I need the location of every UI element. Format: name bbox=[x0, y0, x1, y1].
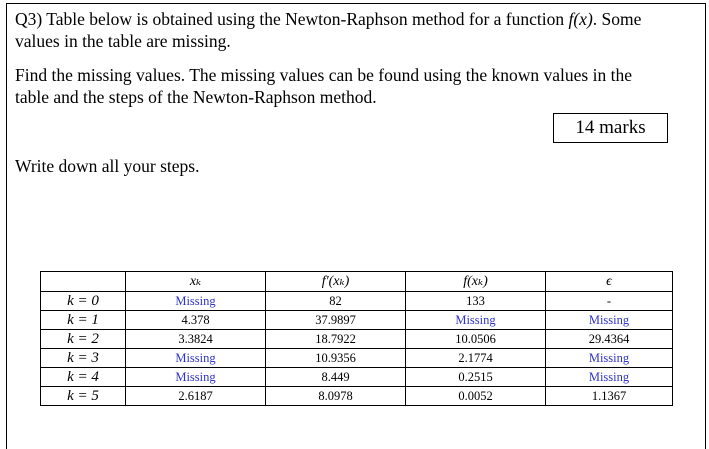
table-row bbox=[41, 311, 673, 330]
column-header-label: xₖ bbox=[189, 274, 202, 289]
row-label: k = 3 bbox=[41, 349, 126, 368]
row-label: k = 5 bbox=[41, 387, 126, 406]
table-row bbox=[41, 387, 673, 406]
column-header bbox=[41, 272, 126, 292]
table-cell: - bbox=[546, 292, 673, 311]
table-cell: 1.1367 bbox=[546, 387, 673, 406]
column-header bbox=[126, 272, 266, 292]
column-header-label: ϵ bbox=[606, 274, 612, 289]
table-cell: Missing bbox=[546, 349, 673, 368]
column-header-label: f(xₖ) bbox=[463, 274, 488, 289]
table-header-row bbox=[41, 272, 673, 292]
table-cell: 10.0506 bbox=[406, 330, 546, 349]
table-cell: 10.9356 bbox=[266, 349, 406, 368]
table-cell: Missing bbox=[406, 311, 546, 330]
table-cell: Missing bbox=[546, 368, 673, 387]
question-line3: Find the missing values. The missing values can be found using the known values in the bbox=[15, 65, 632, 85]
table-cell: 3.3824 bbox=[126, 330, 266, 349]
table-cell: 0.2515 bbox=[406, 368, 546, 387]
table-cell: Missing bbox=[126, 368, 266, 387]
newton-raphson-table bbox=[40, 271, 673, 406]
table-row bbox=[41, 349, 673, 368]
table-cell: Missing bbox=[546, 311, 673, 330]
question-line4: table and the steps of the Newton-Raphson method. bbox=[15, 87, 377, 107]
table-row bbox=[41, 330, 673, 349]
function-symbol: f(x) bbox=[568, 9, 593, 29]
question-task bbox=[15, 64, 632, 108]
table-cell: 4.378 bbox=[126, 311, 266, 330]
table-cell: 133 bbox=[406, 292, 546, 311]
question-line2: values in the table are missing. bbox=[15, 31, 231, 51]
question-line1-pre: Q3) Table below is obtained using the Newton-Raphson method for a function bbox=[15, 9, 569, 29]
row-label: k = 1 bbox=[41, 311, 126, 330]
table-cell: 2.6187 bbox=[126, 387, 266, 406]
table-row bbox=[41, 368, 673, 387]
table-cell: 82 bbox=[266, 292, 406, 311]
row-label: k = 2 bbox=[41, 330, 126, 349]
table-cell: Missing bbox=[126, 349, 266, 368]
row-label: k = 4 bbox=[41, 368, 126, 387]
instruction-text: Write down all your steps. bbox=[15, 156, 200, 176]
row-label: k = 0 bbox=[41, 292, 126, 311]
table-cell: Missing bbox=[126, 292, 266, 311]
table-cell: 29.4364 bbox=[546, 330, 673, 349]
column-header bbox=[266, 272, 406, 292]
table-cell: 18.7922 bbox=[266, 330, 406, 349]
table-cell: 0.0052 bbox=[406, 387, 546, 406]
column-header-label: f′(xₖ) bbox=[321, 274, 350, 289]
question-line1-post: . Some bbox=[592, 9, 642, 29]
question-intro bbox=[15, 8, 641, 52]
table-cell: 8.449 bbox=[266, 368, 406, 387]
column-header bbox=[546, 272, 673, 292]
table-cell: 8.0978 bbox=[266, 387, 406, 406]
marks-box: 14 marks bbox=[553, 113, 668, 143]
table-cell: 37.9897 bbox=[266, 311, 406, 330]
table-row bbox=[41, 292, 673, 311]
table-cell: 2.1774 bbox=[406, 349, 546, 368]
column-header bbox=[406, 272, 546, 292]
